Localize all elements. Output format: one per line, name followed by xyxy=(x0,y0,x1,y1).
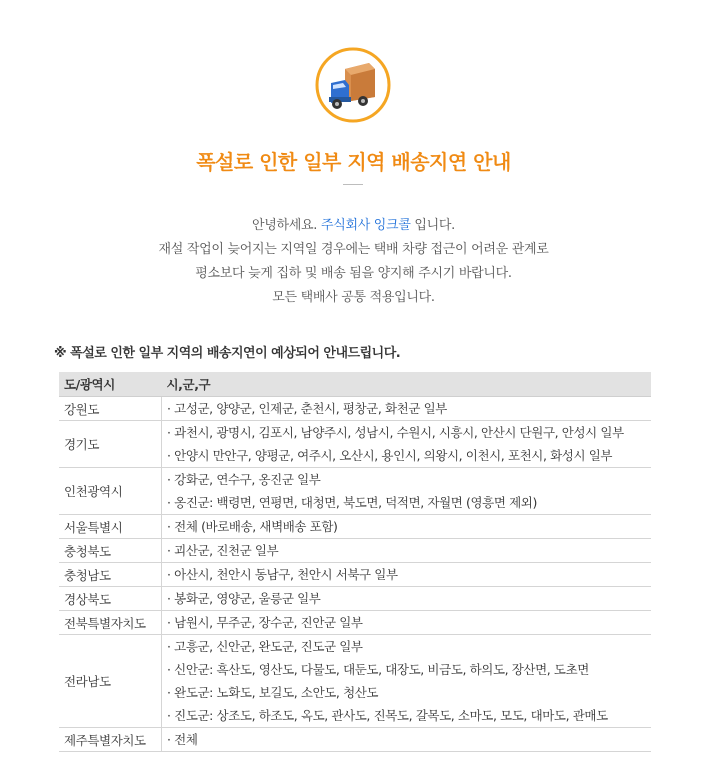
district-cell xyxy=(162,421,652,468)
province-cell: 경상북도 xyxy=(59,587,162,611)
district-cell xyxy=(162,397,652,421)
district-line: · 고흥군, 신안군, 완도군, 진도군 일부 xyxy=(167,639,363,654)
intro-greeting xyxy=(0,214,707,238)
delivery-truck-icon xyxy=(315,47,391,123)
district-cell xyxy=(162,635,652,728)
intro-line-4: 모든 택배사 공통 적용입니다. xyxy=(272,290,435,305)
province-cell: 충청남도 xyxy=(59,563,162,587)
district-line: · 고성군, 양양군, 인제군, 춘천시, 평창군, 화천군 일부 xyxy=(167,401,447,416)
district-cell xyxy=(162,563,652,587)
district-cell xyxy=(162,587,652,611)
province-cell: 제주특별자치도 xyxy=(59,728,162,752)
notice-text: ※ 폭설로 인한 일부 지역의 배송지연이 예상되어 안내드립니다. xyxy=(54,346,401,361)
district-line: · 강화군, 연수구, 옹진군 일부 xyxy=(167,472,321,487)
district-line: · 전체 xyxy=(167,732,198,747)
district-cell xyxy=(162,539,652,563)
district-line: · 진도군: 상조도, 하조도, 옥도, 관사도, 진목도, 갈목도, 소마도, 모도, 대마도, 관매도 xyxy=(167,708,608,723)
title-divider xyxy=(343,184,363,185)
table-row xyxy=(59,728,651,752)
district-line: · 전체 (바로배송, 새벽배송 포함) xyxy=(167,519,338,534)
header-province: 도/광역시 xyxy=(59,372,162,397)
table-row xyxy=(59,397,651,421)
province-cell: 강원도 xyxy=(59,397,162,421)
district-line: · 아산시, 천안시 동남구, 천안시 서북구 일부 xyxy=(167,567,398,582)
district-cell xyxy=(162,468,652,515)
table-row xyxy=(59,635,651,728)
intro-line-2: 재설 작업이 늦어지는 지역일 경우에는 택배 차량 접근이 어려운 관계로 xyxy=(158,242,549,257)
district-line: · 신안군: 흑산도, 영산도, 다물도, 대둔도, 대장도, 비금도, 하의도, 장산면, 도초면 xyxy=(167,662,589,677)
delay-region-table xyxy=(59,372,651,752)
table-row xyxy=(59,563,651,587)
district-cell xyxy=(162,728,652,752)
district-cell xyxy=(162,611,652,635)
greeting-prefix: 안녕하세요. xyxy=(251,218,321,233)
province-cell: 전북특별자치도 xyxy=(59,611,162,635)
table-row xyxy=(59,421,651,468)
district-line: · 완도군: 노화도, 보길도, 소안도, 청산도 xyxy=(167,685,379,700)
header-district: 시,군,구 xyxy=(162,372,652,397)
page-title: 폭설로 인한 일부 지역 배송지연 안내 xyxy=(196,150,511,174)
province-cell: 인천광역시 xyxy=(59,468,162,515)
table-row xyxy=(59,539,651,563)
province-cell: 전라남도 xyxy=(59,635,162,728)
district-line: · 봉화군, 영양군, 울릉군 일부 xyxy=(167,591,321,606)
province-cell: 경기도 xyxy=(59,421,162,468)
district-line: · 안양시 만안구, 양평군, 여주시, 오산시, 용인시, 의왕시, 이천시, 포천시, 화성시 일부 xyxy=(167,448,613,463)
table-row xyxy=(59,468,651,515)
district-line: · 남원시, 무주군, 장수군, 진안군 일부 xyxy=(167,615,363,630)
district-cell xyxy=(162,515,652,539)
company-name: 주식회사 잉크콜 xyxy=(320,218,411,233)
district-line: · 옹진군: 백령면, 연평면, 대청면, 북도면, 덕적면, 자월면 (영흥면 제외) xyxy=(167,495,537,510)
province-cell: 서울특별시 xyxy=(59,515,162,539)
table-row xyxy=(59,611,651,635)
province-cell: 충청북도 xyxy=(59,539,162,563)
intro-text xyxy=(0,214,707,310)
district-line: · 과천시, 광명시, 김포시, 남양주시, 성남시, 수원시, 시흥시, 안산시 단원구, 안성시 일부 xyxy=(167,425,624,440)
table-row xyxy=(59,587,651,611)
table-header-row xyxy=(59,372,651,397)
greeting-suffix: 입니다. xyxy=(410,218,456,233)
intro-line-3: 평소보다 늦게 집하 및 배송 됨을 양지해 주시기 바랍니다. xyxy=(195,266,512,281)
district-line: · 괴산군, 진천군 일부 xyxy=(167,543,279,558)
table-row xyxy=(59,515,651,539)
